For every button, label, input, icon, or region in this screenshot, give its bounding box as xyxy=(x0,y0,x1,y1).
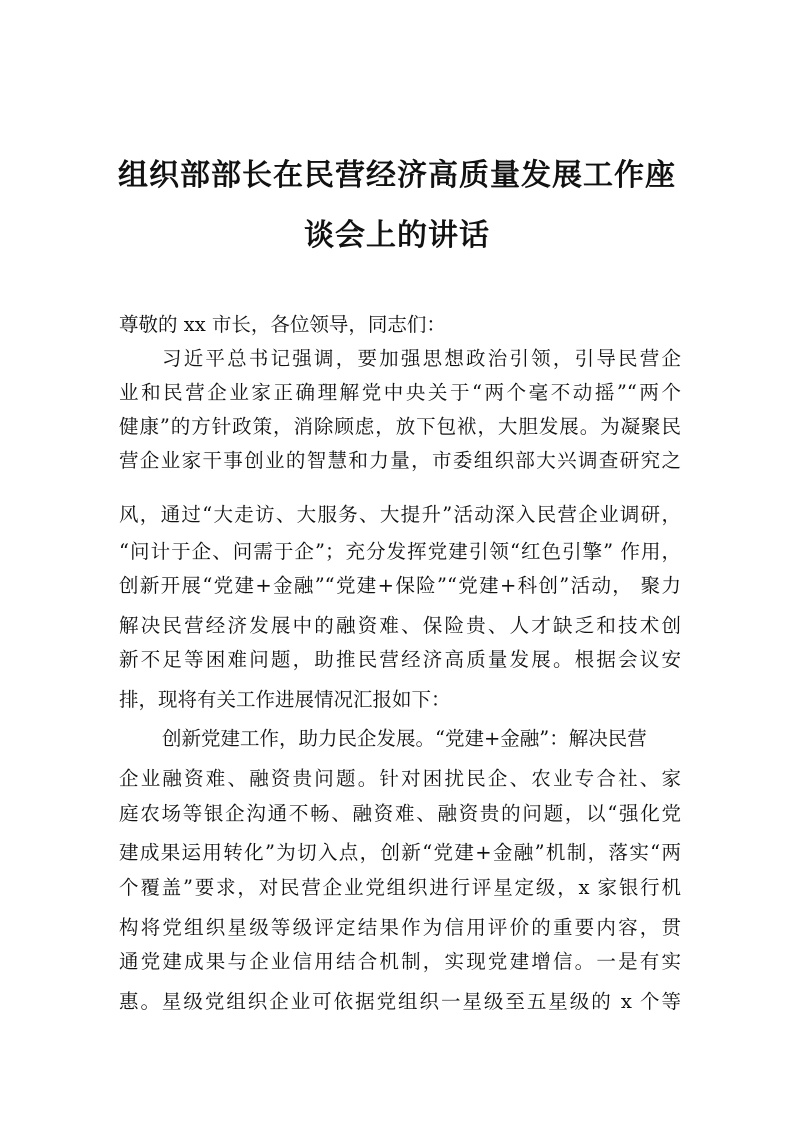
paragraph-line: 创新开展“党建+金融”“党建+保险”“党建+科创”活动， 聚力 xyxy=(119,574,681,597)
paragraph-line: 通党建成果与企业信用结合机制，实现党建增信。一是有实 xyxy=(119,950,681,973)
paragraph-line: 建成果运用转化”为切入点，创新“党建+金融”机制，落实“两 xyxy=(119,841,681,864)
paragraph-line: 构将党组织星级等级评定结果作为信用评价的重要内容，贯 xyxy=(119,916,681,939)
paragraph-line: 解决民营经济发展中的融资难、保险贵、人才缺乏和技术创 xyxy=(119,614,681,637)
paragraph-line: 排，现将有关工作进展情况汇报如下： xyxy=(119,688,451,711)
paragraph-line: 个覆盖”要求，对民营企业党组织进行评星定级，x 家银行机 xyxy=(119,876,681,899)
paragraph-line: 庭农场等银企沟通不畅、融资难、融资贵的问题，以“强化党 xyxy=(119,802,681,825)
paragraph-line: 创新党建工作，助力民企发展。“党建+金融”：解决民营 xyxy=(162,727,647,750)
salutation: 尊敬的 xx 市长，各位领导，同志们： xyxy=(119,313,446,336)
paragraph-line: 新不足等困难问题，助推民营经济高质量发展。根据会议安 xyxy=(119,648,681,671)
document-title-line-1: 组织部部长在民营经济高质量发展工作座 xyxy=(118,158,676,193)
paragraph-line: 风，通过“大走访、大服务、大提升”活动深入民营企业调研， xyxy=(119,503,681,526)
paragraph-line: 企业融资难、融资贵问题。针对困扰民企、农业专合社、家 xyxy=(119,767,681,790)
paragraph-line: 健康”的方针政策，消除顾虑，放下包袱，大胆发展。为凝聚民 xyxy=(119,415,681,438)
paragraph-line: 业和民营企业家正确理解党中央关于“两个毫不动摇”“两个 xyxy=(119,381,681,404)
paragraph-line: 营企业家干事创业的智慧和力量，市委组织部大兴调查研究之 xyxy=(119,449,681,472)
paragraph-line: 习近平总书记强调，要加强思想政治引领，引导民营企 xyxy=(162,347,681,370)
paragraph-line: “问计于企、问需于企”；充分发挥党建引领“红色引擎” 作用， xyxy=(119,540,681,563)
paragraph-line: 惠。星级党组织企业可依据党组织一星级至五星级的 x 个等 xyxy=(119,990,681,1013)
document-title-line-2: 谈会上的讲话 xyxy=(304,218,490,253)
